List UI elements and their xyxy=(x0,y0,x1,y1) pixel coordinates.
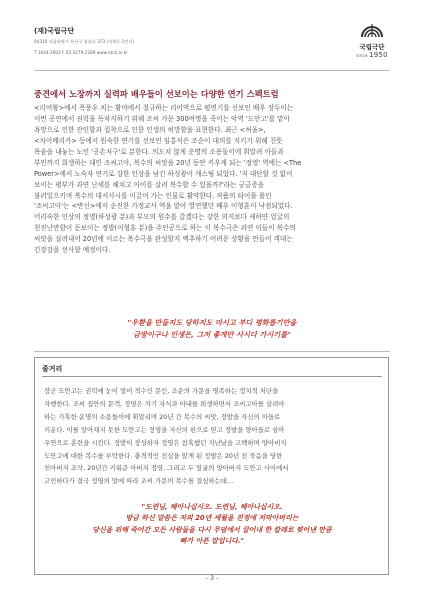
synopsis-quote-line: 빠가 아픈 말입니다." xyxy=(179,537,245,546)
logo-since: since xyxy=(356,53,368,58)
pull-quote xyxy=(34,317,390,340)
ntck-logo xyxy=(351,22,393,66)
page-number: - 3 - xyxy=(205,574,219,582)
synopsis-line: 고민하다가 결국 정영의 말에 따라 조씨 가문의 복수를 결심하는데… xyxy=(44,477,234,486)
section-divider xyxy=(34,351,390,352)
synopsis-text xyxy=(44,385,380,488)
body-line: '조씨고아'는 <반신>에서 순진한 가정교사 역을 맡아 열연했던 배우 이형훈이 낙점되었다. xyxy=(34,202,293,211)
body-line: 부인까지 희생하는 대인 조씨고아, 복수의 씨앗을 20년 동안 키우게 되는 '정영' 역에는 <The xyxy=(34,158,302,167)
body-line: 이번 공연에서 권력을 독차지하기 위해 조씨 가문 300여명을 죽이는 악역 '도안고'를 맡아 xyxy=(34,114,290,123)
pull-quote-line: "우환을 만들지도 당하지도 마시고 부디 평화롭기만을 xyxy=(127,318,297,327)
body-line: 보이는 평부가 과연 난세를 헤치고 아이를 살려 복수할 수 있을까?'라는 궁금증을 xyxy=(34,180,265,189)
body-paragraph xyxy=(34,103,390,256)
synopsis-quote-line: "도련님, 헤아나십시오. 도련님, 헤아나십시오. xyxy=(141,503,283,511)
synopsis-line: 우연으로 훈련을 시킨다. 정발이 장성하자 정영은 참혹했던 지난날을 고백하며 양아비지 xyxy=(44,438,287,447)
synopsis-line: 하는 가혹한 운명의 소용돌이에 휘말리며 20년 간 복수의 씨앗, 정발을 자신의 아들로 xyxy=(44,412,281,421)
header-divider xyxy=(34,70,390,71)
body-line: Power>에서 노숙자 연기로 강한 인상을 남긴 하성광이 캐스팅 되었다. '저 대단할 것 없어 xyxy=(34,169,293,178)
synopsis-divider xyxy=(42,376,382,377)
synopsis-quote xyxy=(44,502,380,548)
body-line: 불러일으키며 복수의 대서사시를 이끌어 가는 인물로 활약한다. 작품의 타이틀 롤인 xyxy=(34,191,272,200)
body-line: <리어왕>에서 폭풍우 치는 황야에서 절규하는 리어역으로 평면기를 선보인 배우 장두이는 xyxy=(34,104,294,112)
synopsis-line: 장군 도안고는 권력에 눈이 멀어 적수인 문인, 조순의 가문을 명족하는 정치적 처단을 xyxy=(44,387,279,395)
body-line: 씨앗을 살려내어 20년에 이르는 복수극을 완성할지 엑추하기 어려운 상황을 만들어 객대는 xyxy=(34,235,293,244)
body-line: 욕망으로 인한 잔인함과 집착으로 인한 인생의 허망함을 표현한다. 최근 <허울>, xyxy=(34,125,266,134)
org-name: (재)국립극단 xyxy=(34,27,75,35)
pull-quote-line: 금방이구나 인생은, 그저 좋게만 사시다 가시기를" xyxy=(133,329,291,339)
body-line: 목숨을 내놓는 노인 '공손저구'로 분한다. 의도치 않게 운명의 소용돌이에 휘말려 아들과 xyxy=(34,147,284,156)
section-headline: 중견에서 노장까지 실력파 배우들이 선보이는 다양한 연기 스펙트럼 xyxy=(34,89,279,99)
synopsis-line: 친아버지 조삭, 20년간 키워준 아버지 정영, 그리고 두 얼굴의 양아버지 도안고 사이에서 xyxy=(44,464,289,473)
logo-year-number: 1950 xyxy=(369,51,388,59)
logo-name: 국립극단 xyxy=(359,43,385,51)
org-contact: T 1644-2003 F 02-3279-2289 www.ntck.or.kr xyxy=(34,50,128,55)
logo-emblem-icon xyxy=(360,22,384,38)
synopsis-title: 줄거리 xyxy=(42,365,63,373)
body-line: 긴장감을 선사할 예정이다. xyxy=(34,246,111,255)
logo-year xyxy=(351,51,393,59)
org-address: 04310 서울특별시 용산구 청파로 373 (서계동 1번지) xyxy=(34,39,134,44)
synopsis-line: 도안고에 대한 복수를 부탁한다. 충격적인 진실을 알게 된 정발은 20년 전 죽음을 당한 xyxy=(44,451,283,460)
body-line: 천진난만함이 돋보이는 정발(이형훈 분)을 주인공으로 하는 이 복수극은 과연 이들이 복수의 xyxy=(34,224,296,233)
synopsis-quote-line: 방금 하신 말씀은 저의 20년 세월을 진정에 저막아버리는 xyxy=(125,514,299,523)
synopsis-line: 자행한다. 조씨 집안의 문객, 정영은 자기 자식과 아내를 희생하면서 조씨고아를 살려야 xyxy=(44,399,285,408)
body-line: 어리숙한 인상의 정영(하성광 분)과 부모의 원수를 갚겠다는 강한 의지보다 새하얀 얼굴의 xyxy=(34,213,290,222)
body-line: <차이메리카> 등에서 원숙한 연기를 선보인 임홍식은 조순이 대의를 지키기 위해 친뜻 xyxy=(34,136,283,145)
synopsis-quote-line: 당신을 위해 죽어간 모든 사람들을 다시 무덤에서 끌어내 한 칼레로 찢어낸 만큼 xyxy=(92,525,332,534)
synopsis-line: 키운다. 이를 알아채지 못한 도안고는 정영을 자신의 편으로 믿고 정발을 양아들로 삼아 xyxy=(44,425,285,434)
